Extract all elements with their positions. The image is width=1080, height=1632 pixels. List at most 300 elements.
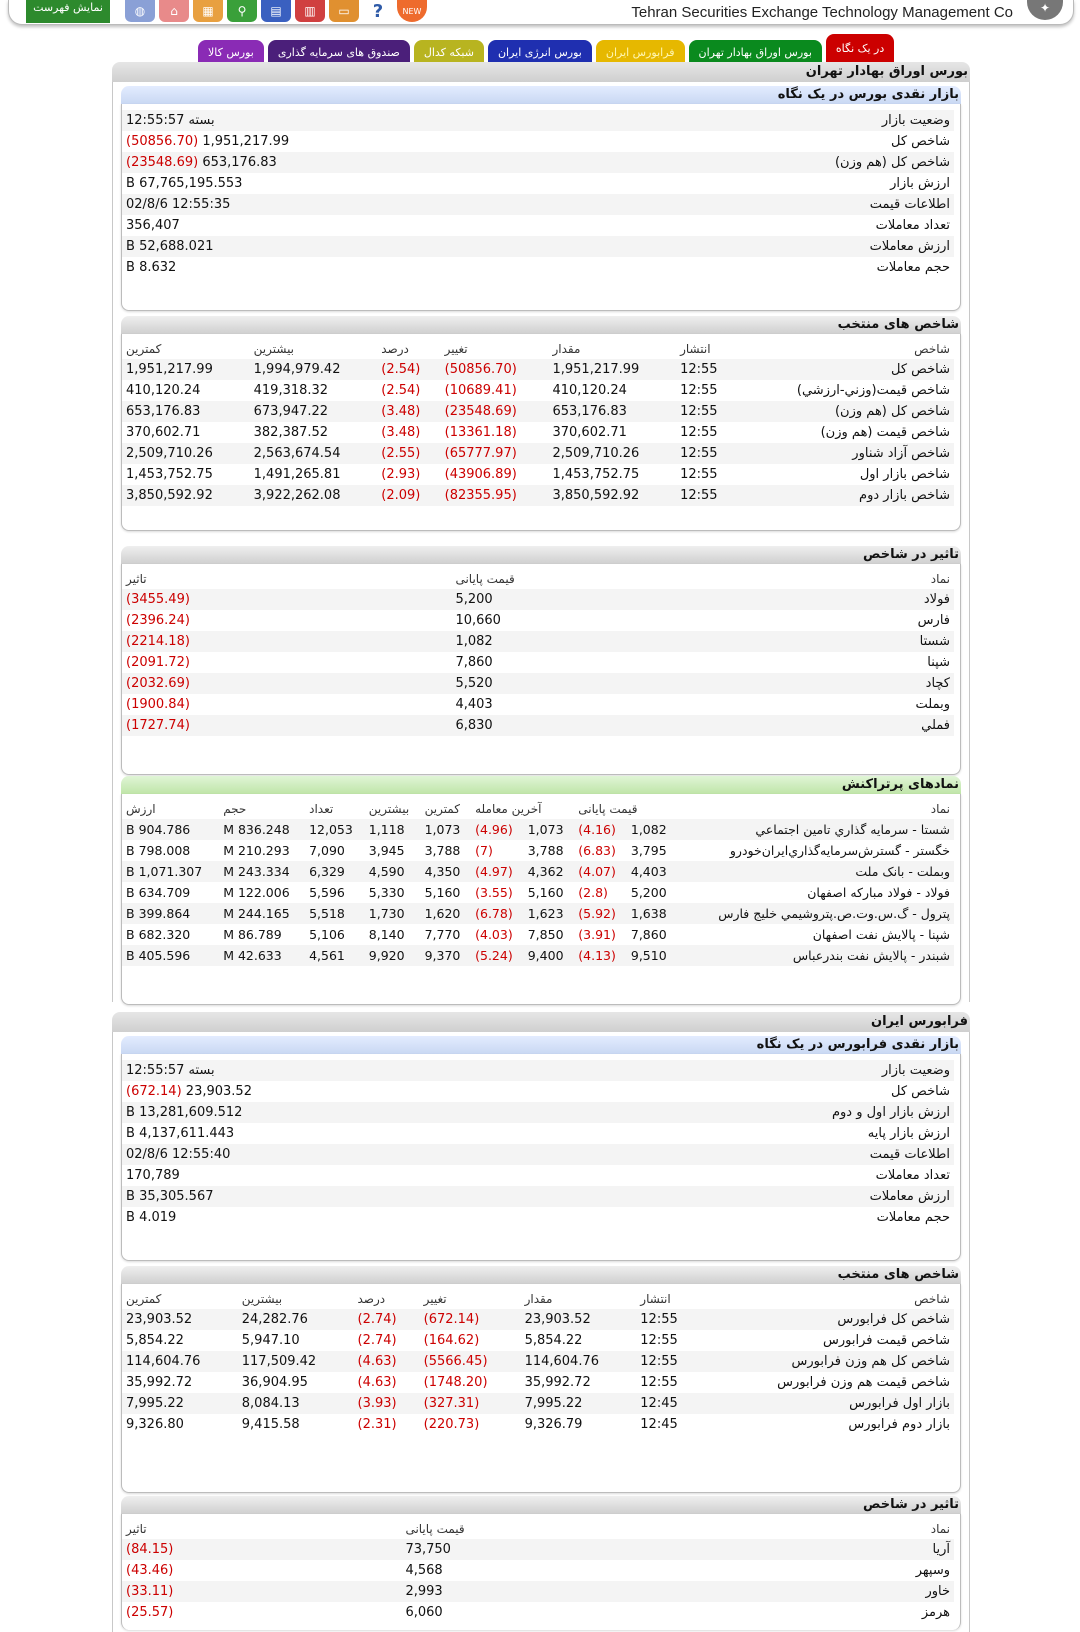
- header-row: [122, 798, 954, 819]
- value-cell: 12:45: [636, 1393, 700, 1414]
- table-row[interactable]: [122, 1539, 954, 1560]
- row-change: (50856.70): [126, 134, 199, 149]
- value-cell: 114,604.76: [521, 1351, 637, 1372]
- table-row: [122, 1144, 954, 1165]
- table-row: [122, 215, 954, 236]
- symbol-cell: کچاد: [759, 673, 954, 694]
- row-value-cell: [122, 1186, 616, 1207]
- value-cell: (5.92): [574, 903, 627, 924]
- value-cell: 5,160: [527, 885, 564, 900]
- column-header: تعداد: [309, 801, 334, 816]
- symbol-cell: شپنا: [927, 655, 950, 670]
- row-value: 653,176.83: [202, 155, 277, 170]
- value-cell: 12:55: [640, 1333, 678, 1348]
- search-icon[interactable]: ⚲: [227, 0, 257, 22]
- table-row[interactable]: [122, 1309, 954, 1330]
- table-row[interactable]: [122, 380, 954, 401]
- row-value-cell: [122, 152, 616, 173]
- value-cell: 1,951,217.99: [548, 359, 676, 380]
- value-cell: 410,120.24: [126, 383, 201, 398]
- row-value: 1,951,217.99: [202, 134, 290, 149]
- column-header: نماد: [930, 801, 950, 816]
- book-icon[interactable]: ▤: [261, 0, 291, 22]
- value-cell: 634.709 B: [126, 885, 191, 900]
- value-cell: 1,453,752.75: [552, 467, 640, 482]
- table-row[interactable]: [122, 1330, 954, 1351]
- row-label: وضعیت بازار: [616, 1060, 954, 1081]
- row-label: حجم معاملات: [876, 260, 950, 275]
- value-cell: 12:55: [640, 1375, 678, 1390]
- value-cell: 36,904.95: [241, 1375, 308, 1390]
- value-cell: 210.293 M: [223, 843, 290, 858]
- panel-title: شاخص های منتخب: [121, 1266, 961, 1284]
- value-cell: 370,602.71: [552, 425, 627, 440]
- value-cell: 5,106: [309, 927, 345, 942]
- symbol-cell: بازار دوم فرابورس: [848, 1417, 950, 1432]
- value-cell: 9,510: [627, 945, 678, 966]
- tab-funds[interactable]: صندوق های سرمایه گذاری: [268, 40, 410, 64]
- value-cell: (84.15): [122, 1539, 401, 1560]
- value-cell: 243.334 M: [219, 861, 305, 882]
- value-cell: 1,620: [421, 903, 472, 924]
- symbol-cell: شبندر - پالايش نفت بندرعباس: [677, 945, 954, 966]
- value-cell: (5566.45): [420, 1351, 521, 1372]
- column-header: بیشترین: [253, 341, 295, 356]
- value-cell: 9,415.58: [241, 1417, 300, 1432]
- table-row: [122, 110, 954, 131]
- value-cell: (2091.72): [126, 655, 190, 670]
- column-header: بیشترین: [241, 1291, 283, 1306]
- symbol-cell: فملي: [759, 715, 954, 736]
- symbol-cell: شاخص بازار اول: [859, 467, 950, 482]
- value-cell: (2.93): [381, 467, 421, 482]
- value-cell: 1,994,979.42: [250, 359, 378, 380]
- top-bar: [8, 0, 1074, 25]
- value-cell: 23,903.52: [122, 1309, 238, 1330]
- value-cell: (4.16): [574, 819, 627, 840]
- brand-name: Tehran Securities Exchange Technology Management Co: [631, 4, 1013, 21]
- glance-panel: [121, 104, 961, 311]
- symbol-cell: شستا - سرمايه گذاري تامين اجتماعي: [677, 819, 954, 840]
- column-header: کمترین: [126, 341, 162, 356]
- value-cell: (1748.20): [423, 1375, 488, 1390]
- row-value-cell: [122, 194, 616, 215]
- table-row: [122, 173, 954, 194]
- symbol-cell: فولاد - فولاد مبارکه اصفهان: [807, 885, 950, 900]
- value-cell: 5,947.10: [241, 1333, 300, 1348]
- value-cell: 4,568: [405, 1563, 443, 1578]
- value-cell: (10689.41): [444, 383, 517, 398]
- table-row[interactable]: [122, 903, 954, 924]
- table-row: [122, 257, 954, 278]
- header-row: [122, 1288, 954, 1309]
- column-header: قیمت پایانی: [455, 571, 515, 586]
- row-value: 4.019 B: [126, 1210, 177, 1225]
- row-value-cell: [122, 236, 616, 257]
- value-cell: 405.596 B: [122, 945, 219, 966]
- value-cell: 7,850: [527, 927, 564, 942]
- value-cell: 1,951,217.99: [122, 359, 250, 380]
- tab-commodity[interactable]: بورس کالا: [198, 40, 264, 64]
- value-cell: 3,945: [368, 843, 405, 858]
- value-cell: 5,596: [309, 885, 345, 900]
- column-header: تاثیر: [126, 571, 147, 586]
- value-cell: 10,660: [455, 613, 501, 628]
- value-cell: (2.74): [353, 1309, 419, 1330]
- value-cell: 5,200: [451, 589, 759, 610]
- value-cell: 5,160: [424, 885, 461, 900]
- value-cell: 3,788: [424, 843, 461, 858]
- value-cell: 114,604.76: [122, 1351, 238, 1372]
- table-row: [122, 1123, 954, 1144]
- row-label: شاخص کل: [891, 134, 950, 149]
- row-value-cell: [122, 1060, 616, 1081]
- value-cell: (5.24): [471, 945, 524, 966]
- row-value-cell: [122, 110, 616, 131]
- symbol-cell: فارس: [917, 613, 950, 628]
- value-cell: (82355.95): [441, 485, 549, 506]
- table-row[interactable]: [122, 840, 954, 861]
- value-cell: 35,992.72: [126, 1375, 193, 1390]
- value-cell: 3,795: [630, 843, 667, 858]
- value-cell: (4.96): [471, 819, 524, 840]
- row-label: ارزش معاملات: [616, 236, 954, 257]
- value-cell: (65777.97): [441, 443, 549, 464]
- row-label: اطلاعات قیمت: [616, 194, 954, 215]
- row-label: شاخص کل (هم وزن): [616, 152, 954, 173]
- value-cell: (3.48): [381, 425, 421, 440]
- header-row: [122, 568, 954, 589]
- value-cell: (2.74): [357, 1333, 397, 1348]
- row-value: 170,789: [126, 1168, 180, 1183]
- value-cell: 1,453,752.75: [126, 467, 213, 482]
- value-cell: 4,403: [455, 697, 493, 712]
- value-cell: 6,060: [405, 1605, 443, 1620]
- help-icon[interactable]: ?: [363, 0, 393, 22]
- indices-panel: [121, 334, 961, 531]
- table-row: [122, 1081, 954, 1102]
- table-row[interactable]: [122, 924, 954, 945]
- symbol-cell: شاخص قیمت هم وزن فرابورس: [777, 1375, 950, 1390]
- table-row[interactable]: [122, 1372, 954, 1393]
- table-row[interactable]: [122, 861, 954, 882]
- new-icon[interactable]: NEW: [397, 0, 427, 22]
- value-cell: 3,788: [527, 843, 564, 858]
- value-cell: (3.55): [475, 885, 513, 900]
- header-row: [122, 338, 954, 359]
- table-row[interactable]: [122, 359, 954, 380]
- symbol-cell: شاخص آزاد شناور: [737, 443, 954, 464]
- value-cell: 1,118: [365, 819, 421, 840]
- value-cell: 682.320 B: [126, 927, 191, 942]
- row-label: اطلاعات قیمت: [616, 1144, 954, 1165]
- value-cell: (3.91): [578, 927, 616, 942]
- value-cell: 5,518: [305, 903, 365, 924]
- value-cell: (43906.89): [444, 467, 517, 482]
- value-cell: 904.786 B: [122, 819, 219, 840]
- value-cell: 5,854.22: [524, 1333, 583, 1348]
- value-cell: (50856.70): [441, 359, 549, 380]
- value-cell: 23,903.52: [521, 1309, 637, 1330]
- value-cell: 1,623: [524, 903, 575, 924]
- value-cell: 2,509,710.26: [122, 443, 250, 464]
- value-cell: 1,082: [451, 631, 759, 652]
- column-header: ارزش: [126, 801, 156, 816]
- value-cell: 399.864 B: [122, 903, 219, 924]
- value-cell: (2396.24): [126, 613, 190, 628]
- value-cell: 382,387.52: [253, 425, 329, 440]
- table-row: [122, 236, 954, 257]
- table-row[interactable]: [122, 1393, 954, 1414]
- table-row[interactable]: [122, 819, 954, 840]
- value-cell: (4.63): [357, 1375, 397, 1390]
- value-cell: 1,073: [524, 819, 575, 840]
- value-cell: 7,995.22: [521, 1393, 637, 1414]
- value-cell: 9,326.79: [524, 1417, 583, 1432]
- row-value: 13,281,609.512 B: [126, 1105, 243, 1120]
- symbol-cell: شاخص کل (هم وزن): [737, 401, 954, 422]
- value-cell: 370,602.71: [126, 425, 201, 440]
- value-cell: (2.54): [377, 359, 440, 380]
- table-row[interactable]: [122, 485, 954, 506]
- table-row: [122, 152, 954, 173]
- row-value-cell: [122, 257, 616, 278]
- panel-title: بازار نقدی فرابورس در یک نگاه: [121, 1036, 961, 1054]
- value-cell: 9,326.80: [126, 1417, 184, 1432]
- value-cell: (1900.84): [126, 697, 190, 712]
- table-row[interactable]: [122, 443, 954, 464]
- column-header: قیمت پایانی: [578, 801, 638, 816]
- row-label: شاخص کل: [891, 1084, 950, 1099]
- value-cell: 6,329: [305, 861, 365, 882]
- column-header: کمترین: [424, 801, 460, 816]
- tab-tse[interactable]: بورس اوراق بهادار تهران: [689, 40, 822, 64]
- row-value-cell: [122, 1123, 616, 1144]
- table-row[interactable]: [122, 945, 954, 966]
- toolbar-icons: [125, 0, 427, 24]
- column-header: انتشار: [680, 341, 711, 356]
- table-row: [122, 131, 954, 152]
- row-value: 52,688.021 B: [126, 239, 214, 254]
- value-cell: (6.83): [578, 843, 616, 858]
- value-cell: 5,520: [451, 673, 759, 694]
- value-cell: 7,860: [630, 927, 667, 942]
- value-cell: 8,140: [368, 927, 405, 942]
- table-row[interactable]: [122, 652, 954, 673]
- column-header: تغییر: [444, 341, 468, 356]
- row-change: (672.14): [126, 1084, 182, 1099]
- globe-icon[interactable]: ◍: [125, 0, 155, 22]
- value-cell: 2,993: [401, 1581, 740, 1602]
- row-label: تعداد معاملات: [875, 1168, 950, 1183]
- panel-title: نمادهای پرتراکنش: [121, 776, 961, 794]
- tab-energy[interactable]: بورس انرژی ایران: [488, 40, 592, 64]
- value-cell: 35,992.72: [524, 1375, 591, 1390]
- symbol-cell: شاخص کل هم وزن فرابورس: [700, 1351, 954, 1372]
- grid-icon[interactable]: ▥: [295, 0, 325, 22]
- value-cell: 7,995.22: [122, 1393, 238, 1414]
- value-cell: (327.31): [420, 1393, 521, 1414]
- table-row[interactable]: [122, 673, 954, 694]
- row-label: ارزش بازار پایه: [867, 1126, 950, 1141]
- symbol-cell: شستا: [759, 631, 954, 652]
- row-label: ارزش بازار اول و دوم: [616, 1102, 954, 1123]
- table-row[interactable]: [122, 1351, 954, 1372]
- panel-title: تاثیر در شاخص: [121, 1496, 961, 1514]
- column-header: قیمت پایانی: [405, 1521, 465, 1536]
- show-menu-button[interactable]: نمایش فهرست: [26, 0, 110, 23]
- table-row[interactable]: [122, 610, 954, 631]
- value-cell: 3,850,592.92: [548, 485, 676, 506]
- row-label: تعداد معاملات: [875, 218, 950, 233]
- row-value: بسته 12:55:57: [126, 113, 215, 128]
- row-value: 356,407: [126, 218, 180, 233]
- tab-glance[interactable]: در یک نگاه: [826, 34, 894, 62]
- tab-ifb[interactable]: فرابورس ایران: [596, 40, 685, 64]
- value-cell: (2.09): [377, 485, 440, 506]
- row-value-cell: [122, 215, 616, 236]
- row-value-cell: [122, 1081, 616, 1102]
- symbol-cell: شاخص قیمت فرابورس: [823, 1333, 950, 1348]
- table-row[interactable]: [122, 401, 954, 422]
- row-value: 4,137,611.443 B: [126, 1126, 235, 1141]
- table-row[interactable]: [122, 1414, 954, 1435]
- column-header: مقدار: [552, 341, 581, 356]
- value-cell: (3.93): [353, 1393, 419, 1414]
- value-cell: 410,120.24: [552, 383, 627, 398]
- table-row[interactable]: [122, 1560, 954, 1581]
- row-value: 35,305.567 B: [126, 1189, 214, 1204]
- value-cell: 1,071.307 B: [122, 861, 219, 882]
- panel-title: تاثیر در شاخص: [121, 546, 961, 564]
- value-cell: (220.73): [423, 1417, 480, 1432]
- value-cell: (43.46): [126, 1563, 174, 1578]
- value-cell: 798.008 B: [126, 843, 191, 858]
- value-cell: 836.248 M: [219, 819, 305, 840]
- symbol-cell: شاخص قیمت(وزني-ارزشي): [796, 383, 950, 398]
- table-row[interactable]: [122, 882, 954, 903]
- column-header: نماد: [930, 571, 950, 586]
- panel-title: بازار نقدی بورس در یک نگاه: [121, 86, 961, 104]
- table-row[interactable]: [122, 715, 954, 736]
- chat-icon[interactable]: ▭: [329, 0, 359, 22]
- table-row[interactable]: [122, 422, 954, 443]
- value-cell: (23548.69): [441, 401, 549, 422]
- indices-panel: [121, 1284, 961, 1493]
- table-row: [122, 194, 954, 215]
- value-cell: (672.14): [420, 1309, 521, 1330]
- section-title: بورس اوراق بهادار تهران: [112, 62, 970, 82]
- value-cell: 4,362: [524, 861, 575, 882]
- value-cell: (2.8): [578, 885, 608, 900]
- column-header: انتشار: [640, 1291, 671, 1306]
- active-panel: [121, 794, 961, 1005]
- value-cell: (2214.18): [122, 631, 451, 652]
- symbol-cell: وبملت: [915, 697, 950, 712]
- table-row[interactable]: [122, 589, 954, 610]
- home-icon[interactable]: ⌂: [159, 0, 189, 22]
- row-value: 67,765,195.553 B: [126, 176, 243, 191]
- value-cell: 2,509,710.26: [548, 443, 676, 464]
- value-cell: 12:55: [676, 485, 737, 506]
- value-cell: 12:55: [680, 425, 718, 440]
- value-cell: 73,750: [401, 1539, 740, 1560]
- value-cell: 12:55: [636, 1351, 700, 1372]
- column-header: کمترین: [126, 1291, 162, 1306]
- value-cell: 86.789 M: [223, 927, 282, 942]
- value-cell: 9,920: [365, 945, 421, 966]
- value-cell: 117,509.42: [238, 1351, 354, 1372]
- table-row[interactable]: [122, 694, 954, 715]
- row-value-cell: [122, 1144, 616, 1165]
- table-row[interactable]: [122, 464, 954, 485]
- column-header: تغییر: [423, 1291, 447, 1306]
- column-header: تاثیر: [126, 1521, 147, 1536]
- symbol-cell: هرمز: [921, 1605, 950, 1620]
- value-cell: 4,403: [627, 861, 678, 882]
- tab-codal[interactable]: شبکه کدال: [414, 40, 484, 64]
- table-row: [122, 1207, 954, 1228]
- value-cell: 12:55: [676, 443, 737, 464]
- value-cell: 653,176.83: [122, 401, 250, 422]
- value-cell: 244.165 M: [219, 903, 305, 924]
- symbol-cell: بازار اول فرابورس: [700, 1393, 954, 1414]
- value-cell: 2,563,674.54: [250, 443, 378, 464]
- row-label: وضعیت بازار: [616, 110, 954, 131]
- row-value: بسته 12:55:57: [126, 1063, 215, 1078]
- value-cell: (4.03): [475, 927, 513, 942]
- column-header: حجم: [223, 801, 247, 816]
- value-cell: (2.54): [381, 383, 421, 398]
- value-cell: 4,561: [305, 945, 365, 966]
- value-cell: 9,370: [421, 945, 472, 966]
- value-cell: 12:55: [636, 1309, 700, 1330]
- symbol-cell: شاخص کل فرابورس: [700, 1309, 954, 1330]
- value-cell: 12,053: [305, 819, 365, 840]
- table-row[interactable]: [122, 631, 954, 652]
- value-cell: 12:55: [680, 467, 718, 482]
- value-cell: (4.13): [574, 945, 627, 966]
- symbol-cell: خگستر - گسترش‌سرمايه‌گذاري‌ايران‌خودرو: [729, 843, 950, 858]
- value-cell: 1,730: [365, 903, 421, 924]
- value-cell: (1727.74): [122, 715, 451, 736]
- row-value: 23,903.52: [185, 1084, 252, 1099]
- impact-panel: [121, 564, 961, 775]
- value-cell: 5,854.22: [126, 1333, 184, 1348]
- value-cell: 1,638: [627, 903, 678, 924]
- value-cell: 5,200: [630, 885, 667, 900]
- column-header: درصد: [381, 341, 409, 356]
- calendar-icon[interactable]: ▦: [193, 0, 223, 22]
- value-cell: 42.633 M: [219, 945, 305, 966]
- table-row[interactable]: [122, 1581, 954, 1602]
- value-cell: 1,491,265.81: [253, 467, 341, 482]
- value-cell: (33.11): [122, 1581, 401, 1602]
- table-row: [122, 1060, 954, 1081]
- market-tabs: [198, 40, 894, 64]
- symbol-cell: شاخص بازار دوم: [737, 485, 954, 506]
- column-header: مقدار: [524, 1291, 553, 1306]
- row-value: 12:55:35 02/8/6: [126, 197, 231, 212]
- table-row[interactable]: [122, 1602, 954, 1623]
- value-cell: 653,176.83: [548, 401, 676, 422]
- value-cell: 12:55: [676, 359, 737, 380]
- value-cell: (2032.69): [122, 673, 451, 694]
- symbol-cell: فولاد: [759, 589, 954, 610]
- value-cell: (6.78): [471, 903, 524, 924]
- value-cell: 4,590: [365, 861, 421, 882]
- row-value-cell: [122, 1102, 616, 1123]
